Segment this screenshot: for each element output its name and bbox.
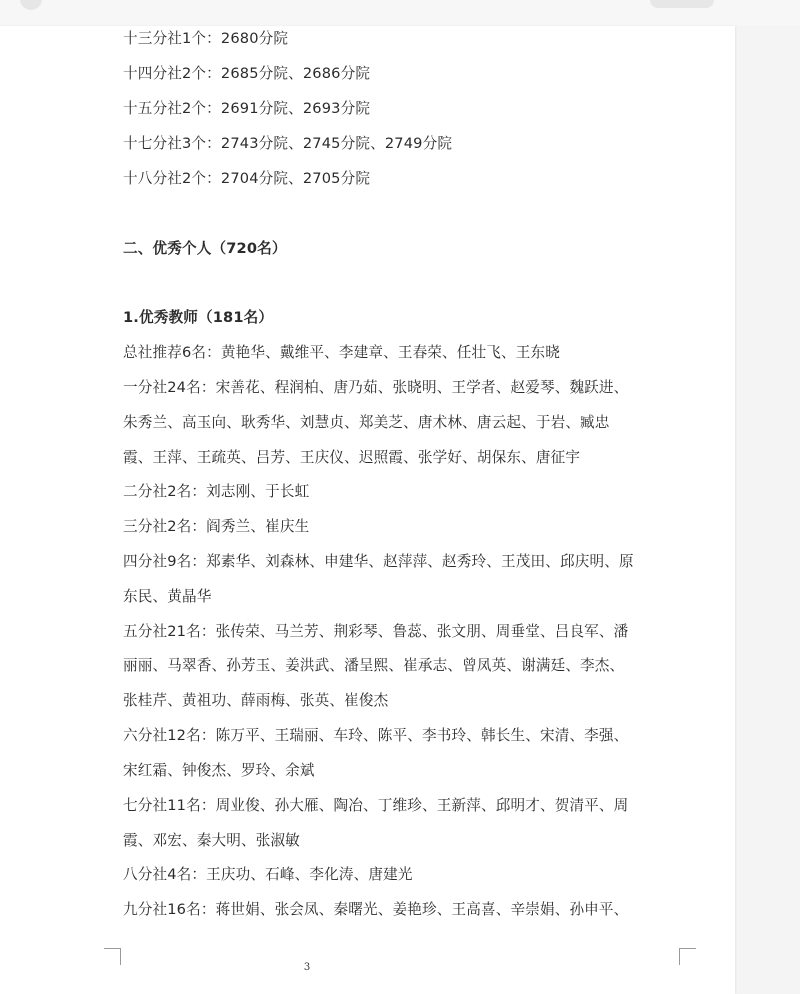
page-corner-mark [679,948,696,965]
viewer-button[interactable] [20,0,42,10]
text-line: 五分社21名：张传荣、马兰芳、荆彩琴、鲁蕊、张文朋、周垂堂、吕良军、潘 [123,623,629,640]
text-line: 霞、王萍、王疏英、吕芳、王庆仪、迟照霞、张学好、胡保东、唐征宇 [123,449,581,466]
text-line: 丽丽、马翠香、孙芳玉、姜洪武、潘呈熙、崔承志、曾凤英、谢满廷、李杰、 [123,657,625,674]
text-line: 三分社2名：阎秀兰、崔庆生 [123,518,310,535]
section-heading: 二、优秀个人（720名） [123,240,287,257]
text-line: 东民、黄晶华 [123,588,212,605]
text-line: 八分社4名：王庆功、石峰、李化涛、唐建光 [123,866,413,883]
page-number: 3 [303,962,311,973]
text-line: 九分社16名：蒋世娟、张会凤、秦曙光、姜艳珍、王高喜、辛崇娟、孙申平、 [123,901,629,918]
text-line: 二分社2名：刘志刚、于长虹 [123,483,310,500]
text-line: 张桂芹、黄祖功、薛雨梅、张英、崔俊杰 [123,692,389,709]
text-line: 四分社9名：郑素华、刘森林、申建华、赵萍萍、赵秀玲、王茂田、邱庆明、原 [123,553,634,570]
text-line: 十七分社3个：2743分院、2745分院、2749分院 [123,135,453,152]
subsection-heading: 1.优秀教师（181名） [123,309,274,326]
text-line: 朱秀兰、高玉向、耿秀华、刘慧贞、郑美芝、唐术林、唐云起、于岩、臧忠 [123,414,610,431]
text-line: 十五分社2个：2691分院、2693分院 [123,100,371,117]
text-line: 六分社12名：陈万平、王瑞丽、车玲、陈平、李书玲、韩长生、宋清、李强、 [123,727,629,744]
page-corner-mark [104,948,121,965]
text-line: 霞、邓宏、秦大明、张淑敏 [123,832,300,849]
viewer-control[interactable] [650,0,714,8]
text-line: 七分社11名：周业俊、孙大雁、陶冶、丁维珍、王新萍、邱明才、贺清平、周 [123,797,629,814]
text-line: 一分社24名：宋善花、程润柏、唐乃茹、张晓明、王学者、赵爱琴、魏跃进、 [123,379,629,396]
text-line: 总社推荐6名：黄艳华、戴维平、李建章、王春荣、任壮飞、王东晓 [123,344,561,361]
document-page [0,26,735,994]
viewer-toolbar [0,0,800,26]
text-line: 十八分社2个：2704分院、2705分院 [123,170,371,187]
text-line: 十三分社1个：2680分院 [123,30,289,47]
text-line: 宋红霜、钟俊杰、罗玲、余斌 [123,762,315,779]
text-line: 十四分社2个：2685分院、2686分院 [123,65,371,82]
page-content [0,26,735,994]
